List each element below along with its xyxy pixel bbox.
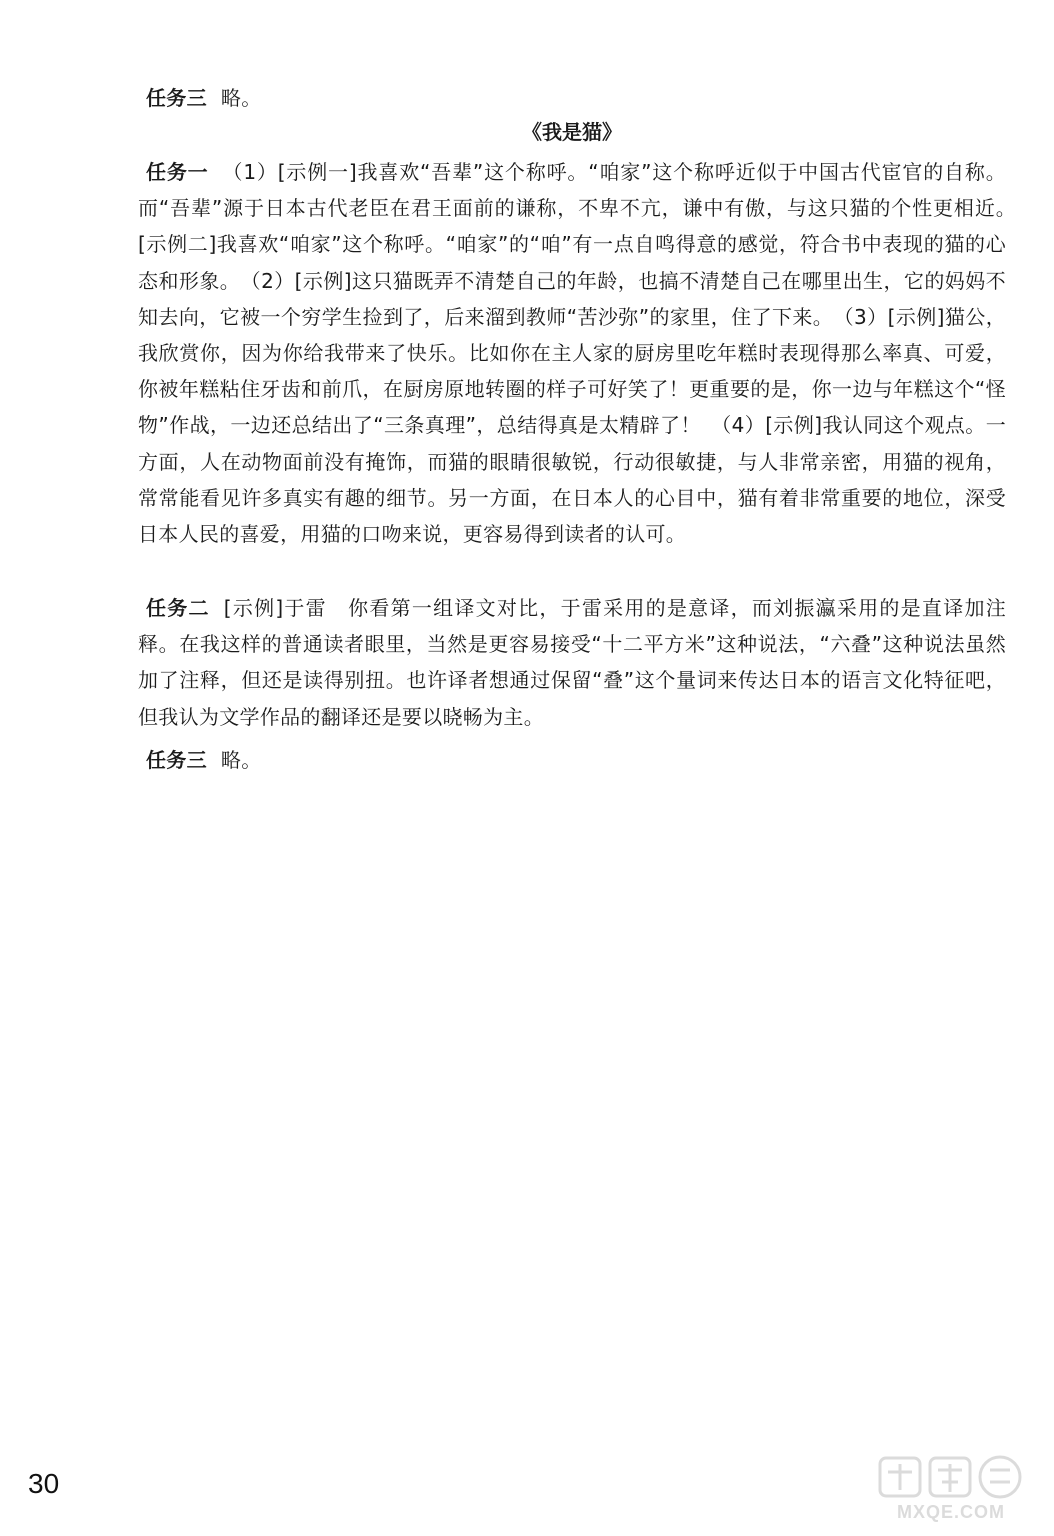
top-task-paragraph <box>138 80 1006 116</box>
top-task-item <box>138 80 1006 116</box>
task-one-text: （1）[示例一]我喜欢“吾辈”这个称呼。“咱家”这个称呼近似于中国古代宦官的自称。而“吾辈”源于日本古代老臣在君王面前的谦称，不卑不亢，谦中有傲，与这只猫的个性更相近。 [示例二]我喜欢“咱家”这个称呼。“咱家”的“咱”有一点自鸣得意的感觉，符合书中表现的猫的心态和形象。 （2）[示例]这只猫既弄不清楚自己的年龄，也搞不清楚自己在哪里出生，它的妈妈不知去向，它被一个穷学生捡到了，后来溜到教师“苦沙弥”的家里，住了下来。 （3）[示例]猫公，我欣赏你，因为你给我带来了快乐。比如你在主人家的厨房里吃年糕时表现得那么率真、可爱，你被年糕粘住牙齿和前爪，在厨房原地转圈的样子可好笑了！更重要的是，你一边与年糕这个“怪物”作战，一边还总结出了“三条真理”，总结得真是太精辟了！ （4）[示例]我认同这个观点。一方面，人在动物面前没有掩饰，而猫的眼睛很敏锐，行动很敏捷，与人非常亲密，用猫的视角，常常能看见许多真实有趣的细节。另一方面，在日本人的心目中，猫有着非常重要的地位，深受日本人民的喜爱，用猫的口吻来说，更容易得到读者的认可。 <box>138 160 1027 547</box>
task-three-text: 略。 <box>220 748 262 772</box>
task-one-paragraph <box>138 154 1027 552</box>
task-three-paragraph <box>138 742 1006 778</box>
section-title: 《我是猫》 <box>522 120 622 144</box>
task-two-paragraph <box>138 590 1006 735</box>
task-two-text: [示例]于雷 你看第一组译文对比，于雷采用的是意译，而刘振瀛采用的是直译加注释。在我这样的普通读者眼里，当然是更容易接受“十二平方米”这种说法，“六叠”这种说法虽然加了注释，但还是读得别扭。也许译者想通过保留“叠”这个量词来传达日本的语言文化特征吧，但我认为文学作品的翻译还是要以晓畅为主。 <box>138 596 1006 729</box>
task-three-block <box>138 742 1006 778</box>
watermark-url: MXQE.COM <box>896 1502 1005 1522</box>
task-two-label: 任务二 <box>146 596 210 620</box>
task-two-block <box>138 590 1006 735</box>
task-three-label: 任务三 <box>146 748 207 772</box>
task-one-label: 任务一 <box>146 160 209 184</box>
task-text: 略。 <box>220 86 262 110</box>
task-one-block <box>138 154 1027 552</box>
task-label: 任务三 <box>146 86 207 110</box>
watermark-logo <box>876 1452 1026 1528</box>
page-number: 30 <box>28 1468 60 1499</box>
watermark-graphic-icon <box>876 1452 1026 1502</box>
